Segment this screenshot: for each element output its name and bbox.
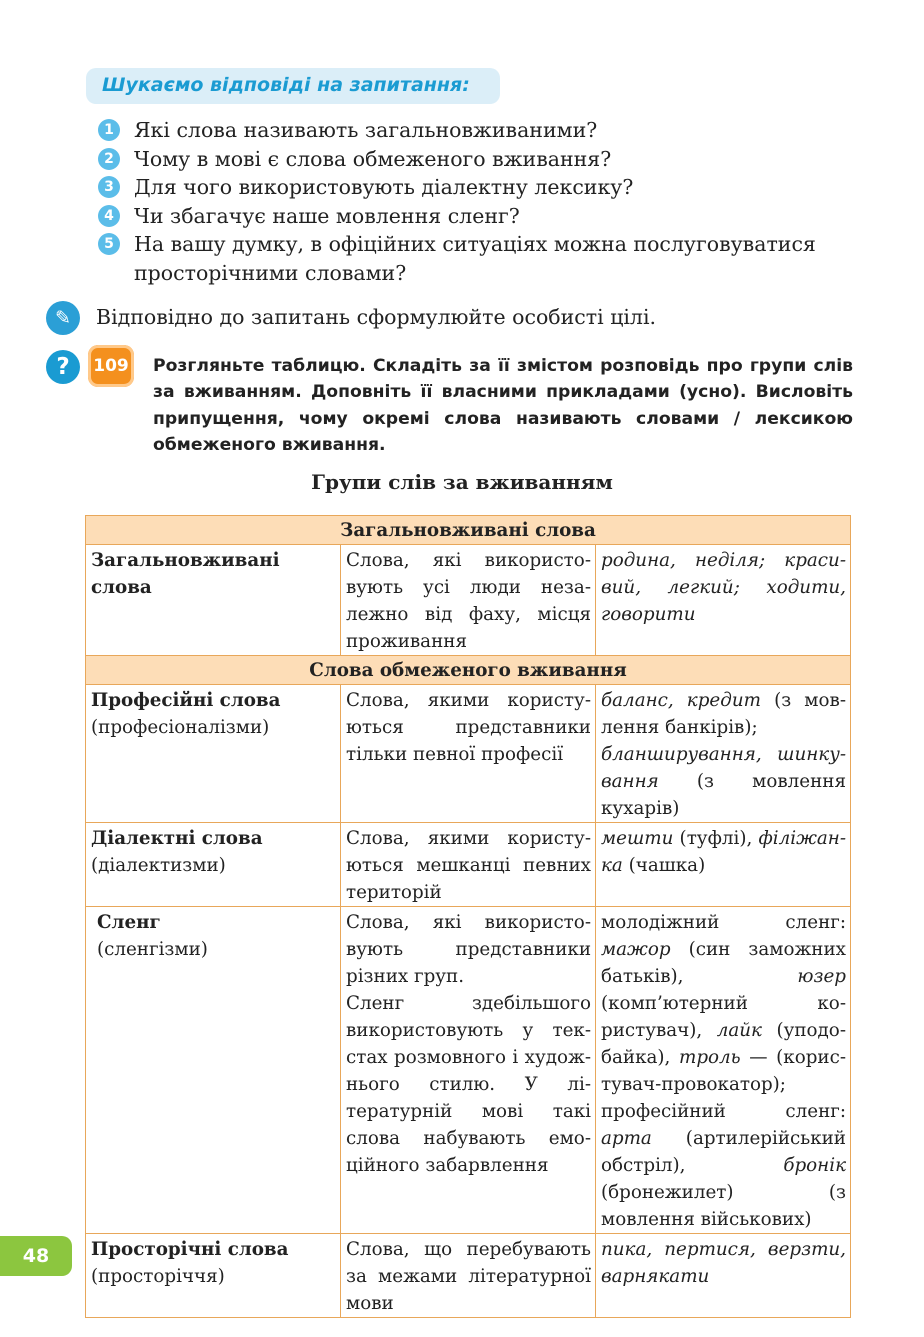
table-row [86, 685, 851, 823]
example-note: (артилерійський обстріл), [601, 1128, 846, 1176]
banner-title: Шукаємо відповіді на запитання: [102, 74, 470, 96]
question-number-icon: 1 [98, 119, 120, 141]
example-note: (з мовлення банкірів); [601, 690, 846, 738]
example-note: (туфлі), [673, 828, 759, 849]
question-item [96, 116, 876, 145]
question-text: На вашу думку, в офіційних ситуаціях можна послуговуватися просторічними словами? [134, 232, 816, 285]
term: Діалектні слова [91, 828, 263, 849]
question-mark-icon: ? [46, 350, 80, 384]
example-note: (бронежилет) (з мовлення військових) [601, 1182, 846, 1230]
example-word: мешти [601, 828, 674, 849]
section-header: Слова обмеженого вживання [86, 656, 851, 685]
questions-banner [86, 68, 500, 104]
example-word: юзер [797, 966, 846, 987]
example-note: (комп’ютерний користувач), [601, 993, 846, 1041]
example-note: (уподобайка), [601, 1020, 847, 1068]
section-header: Загальновживані слова [86, 516, 851, 545]
question-text: Чому в мові є слова обмеженого вживання? [134, 146, 612, 171]
definition-cell: Слова, якими користуються мешканці певних територій [341, 823, 596, 907]
examples-cell [596, 907, 851, 1234]
definition-paragraph: Сленг здебільшого використовують у текстах розмовного і художнього стилю. У літературній мові такі слова набувають емоційного забарвлення [346, 993, 591, 1176]
example-note: — (користувач-провокатор); [601, 1047, 847, 1095]
table-title: Групи слів за вживанням [311, 470, 613, 494]
term-cell [86, 685, 341, 823]
section-header-row [86, 516, 851, 545]
table-row [86, 1234, 851, 1318]
question-item [96, 230, 876, 287]
word-groups-table [85, 515, 851, 1318]
term-cell: Загальновживані слова [86, 545, 341, 656]
example-word: троль [678, 1047, 741, 1068]
example-label: молодіжний сленг: [601, 912, 846, 933]
definition-paragraph: Слова, які використовують представники різних груп. [346, 912, 591, 987]
term: Просторічні слова [91, 1239, 289, 1260]
question-number-icon: 3 [98, 176, 120, 198]
example-word: арта [601, 1128, 652, 1149]
examples-cell [596, 823, 851, 907]
term-note: (просторіччя) [91, 1266, 225, 1287]
question-item [96, 202, 876, 231]
question-item [96, 173, 876, 202]
exercise-number: 109 [88, 345, 134, 387]
section-header-row [86, 656, 851, 685]
questions-list [96, 116, 876, 287]
table-row [86, 823, 851, 907]
example-word: лайк [716, 1020, 762, 1041]
term: Сленг [97, 912, 161, 933]
examples-cell: пика, пертися, верзти, варнякати [596, 1234, 851, 1318]
example-word: бронік [783, 1155, 846, 1176]
page-number: 48 [0, 1236, 72, 1276]
term-note: (сленгізми) [97, 939, 208, 960]
exercise-task: Розгляньте таблицю. Складіть за її змістом розповідь про групи слів за вживанням. Доповніть її власними прикладами (усно). Висловіть припущення, чому окремі слова називають словами / лексикою обмеженого вживання. [153, 356, 853, 456]
question-number-icon: 4 [98, 205, 120, 227]
example-note: (син заможних батьків), [601, 939, 846, 987]
term-note: (професіоналізми) [91, 717, 270, 738]
goal-text: Відповідно до запитань сформулюйте особисті цілі. [96, 305, 657, 329]
question-text: Чи збагачує наше мовлення сленг? [134, 203, 520, 228]
example-word: філіжанка [601, 828, 846, 876]
question-text: Для чого використовують діалектну лексику? [134, 175, 634, 199]
question-text: Які слова називають загальновживаними? [134, 118, 598, 142]
table-row [86, 545, 851, 656]
examples-cell [596, 685, 851, 823]
goal-pencil-icon: ✎ [46, 301, 80, 335]
term-cell [86, 823, 341, 907]
definition-cell: Слова, якими користуються представники тільки певної професії [341, 685, 596, 823]
question-number-icon: 5 [98, 233, 120, 255]
definition-cell [341, 907, 596, 1234]
question-number-icon: 2 [98, 148, 120, 170]
definition-cell: Слова, які використовують усі люди незалежно від фаху, місця проживання [341, 545, 596, 656]
example-word: бланширування, шинкування [601, 744, 846, 792]
example-word: мажор [601, 939, 671, 960]
example-note: (чашка) [622, 855, 706, 876]
term-note: (діалектизми) [91, 855, 226, 876]
question-item [96, 145, 876, 174]
term-cell [86, 1234, 341, 1318]
example-word: баланс, кредит [601, 690, 761, 711]
term-cell [86, 907, 341, 1234]
example-label: професійний сленг: [601, 1101, 846, 1122]
examples-cell: родина, неділя; красивий, легкий; ходити, говорити [596, 545, 851, 656]
table-row [86, 907, 851, 1234]
term: Професійні слова [91, 690, 281, 711]
definition-cell: Слова, що перебувають за межами літературної мови [341, 1234, 596, 1318]
example-note: (з мовлення кухарів) [601, 771, 846, 819]
